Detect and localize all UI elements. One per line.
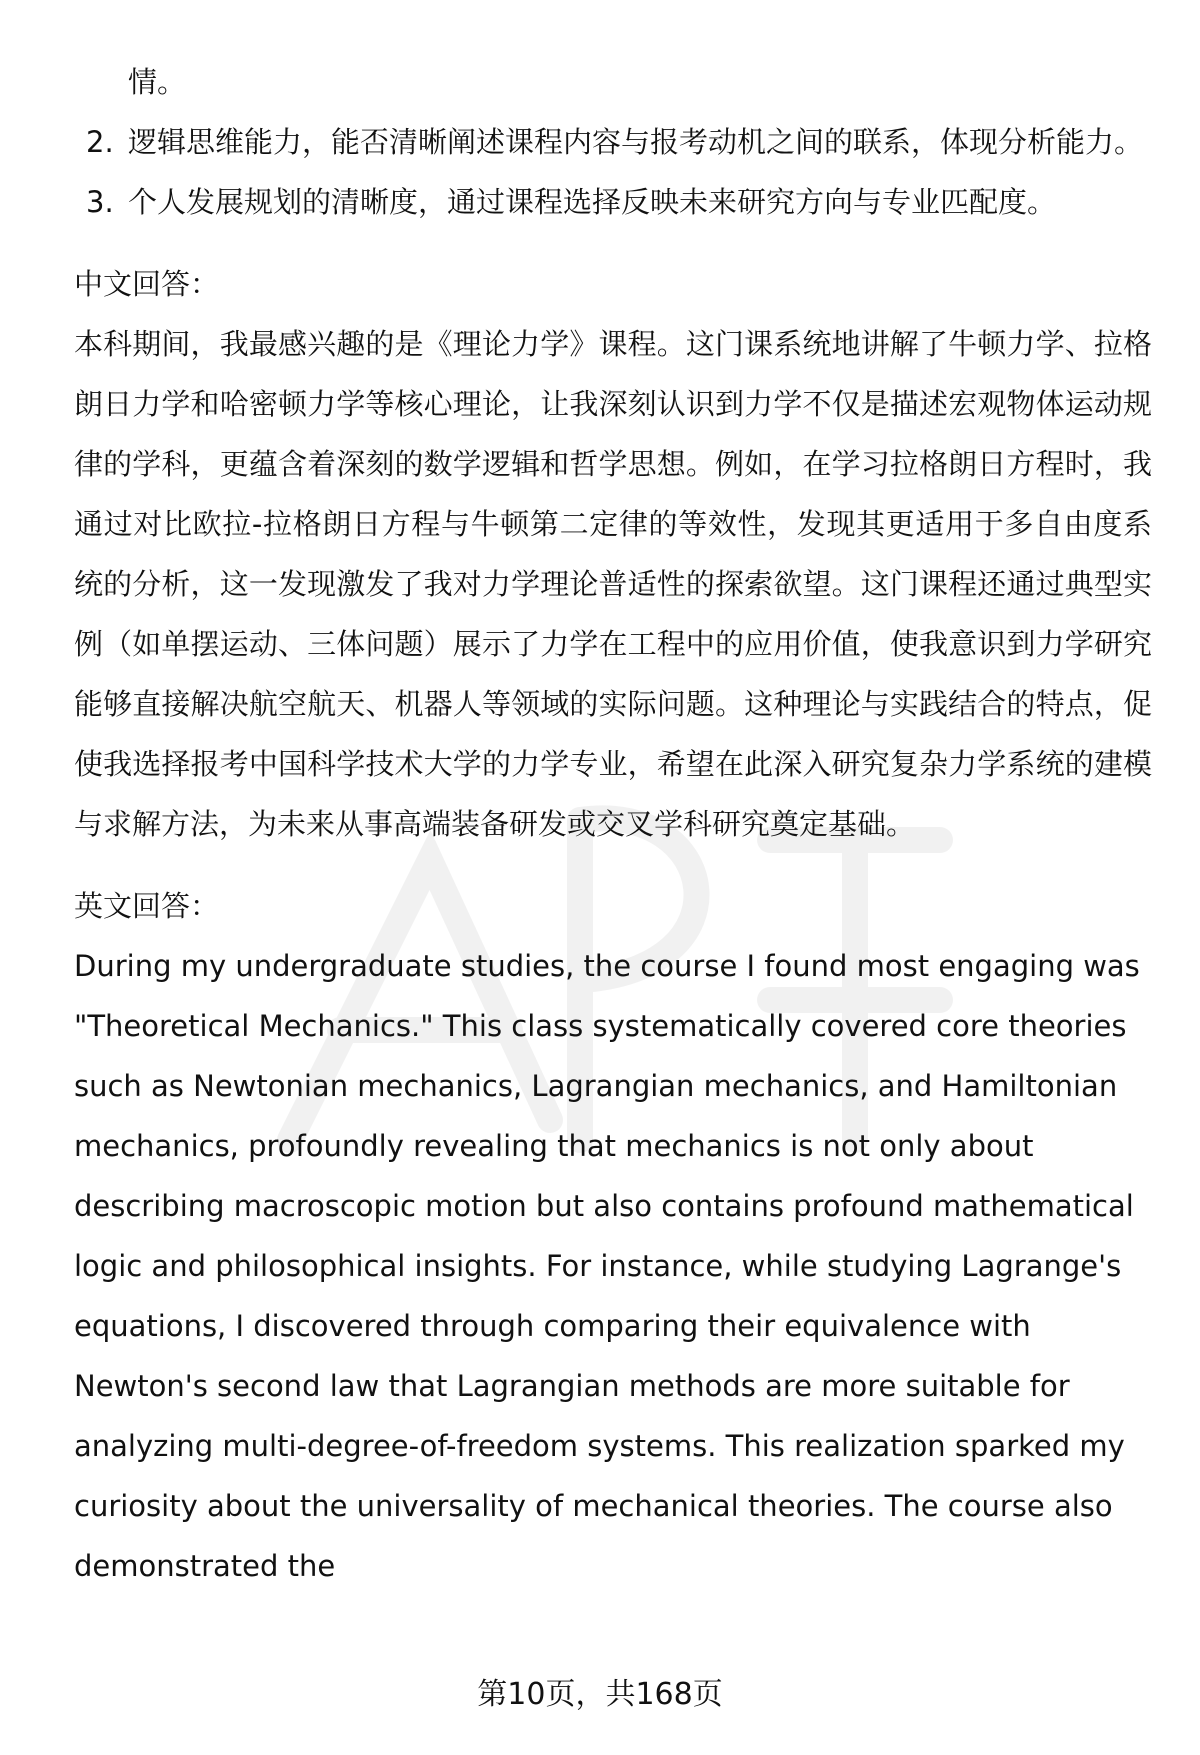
list-item [74,112,1154,172]
english-answer-paragraph: During my undergraduate studies, the course I found most engaging was "Theoretical Mechanics." This class systematically covered core theories such as Newtonian mechanics, Lagrangian mechanics, and Hamiltonian mechanics, profoundly revealing that mechanics is not only about describing macroscopic motion but also contains profound mathematical logic and philosophical insights. For instance, while studying Lagrange's equations, I discovered through comparing their equivalence with Newton's second law that Lagrangian methods are more suitable for analyzing multi-degree-of-freedom systems. This realization sparked my curiosity about the universality of mechanical theories. The course also demonstrated the [74,949,1140,1583]
list-item-text: 个人发展规划的清晰度，通过课程选择反映未来研究方向与专业匹配度。 [128,185,1057,219]
list-item-text: 情。 [128,65,187,99]
list-item-continuation [74,52,1154,112]
chinese-answer-paragraph: 本科期间，我最感兴趣的是《理论力学》课程。这门课系统地讲解了牛顿力学、拉格朗日力学和哈密顿力学等核心理论，让我深刻认识到力学不仅是描述宏观物体运动规律的学科，更蕴含着深刻的数学逻辑和哲学思想。例如，在学习拉格朗日方程时，我通过对比欧拉-拉格朗日方程与牛顿第二定律的等效性，发现其更适用于多自由度系统的分析，这一发现激发了我对力学理论普适性的探索欲望。这门课程还通过典型实例（如单摆运动、三体问题）展示了力学在工程中的应用价值，使我意识到力学研究能够直接解决航空航天、机器人等领域的实际问题。这种理论与实践结合的特点，促使我选择报考中国科学技术大学的力学专业，希望在此深入研究复杂力学系统的建模与求解方法，为未来从事高端装备研发或交叉学科研究奠定基础。 [74,327,1152,841]
document-content [74,52,1154,1596]
list-item-number: 3. [86,185,114,219]
page-number: 第10页，共168页 [477,1677,723,1712]
english-answer-heading: 英文回答： [74,889,220,923]
list-item-number: 2. [86,125,114,159]
criteria-list [74,52,1154,232]
list-item [74,172,1154,232]
chinese-answer-heading: 中文回答： [74,267,220,301]
list-item-text: 逻辑思维能力，能否清晰阐述课程内容与报考动机之间的联系，体现分析能力。 [128,125,1144,159]
